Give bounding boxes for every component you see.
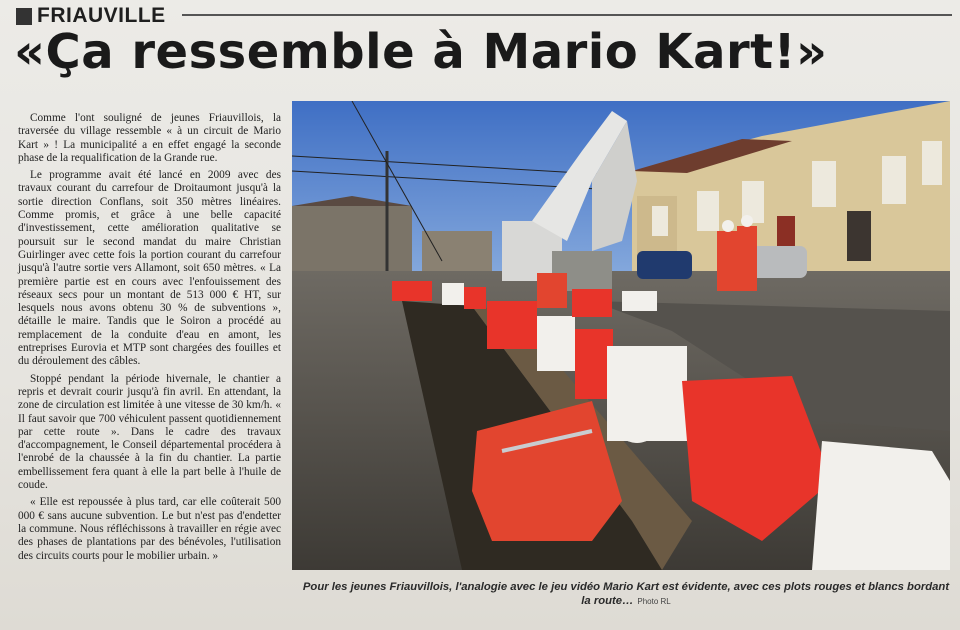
headline: «Ça ressemble à Mario Kart!» <box>14 24 828 80</box>
caption-text: Pour les jeunes Friauvillois, l'analogie avec le jeu vidéo Mario Kart est évidente, avec ces plots rouges et blancs bordant la route… <box>302 581 950 607</box>
photo-caption <box>300 580 952 609</box>
article-photo <box>292 101 950 570</box>
kicker-square-icon <box>16 8 32 25</box>
article-column <box>18 112 281 567</box>
paragraph-4: « Elle est repoussée à plus tard, car elle coûterait 500 000 € sans aucune subvention. Le but n'est pas d'endetter la commune. Nous réfléchissons à travailler en régie avec des phases de plantations par des bénévoles, l'utilisation des circuits courts pour le mobilier urbain. » <box>18 496 281 562</box>
paragraph-2: Le programme avait été lancé en 2009 avec des travaux courant du carrefour de Droitaumont jusqu'à la sortie direction Conflans, soit 350 mètres linéaires. Comme promis, et grâce à une belle capacité d'investissement, cette amélioration qualitative se poursuit sur le second mandat du maire Christian Guirlinger avec cette fois la portion courant du carrefour jusqu'à l'autre sortie vers Allamont, soit 650 mètres. « La première partie est en cours avec l'enfouissement des réseaux secs pour un montant de 513 000 € HT, sur lesquels nous avons obtenu 30 % de subventions », détaille le maire. Tandis que le Soiron a procédé au remplacement de la conduite d'eau en amont, les entreprises Eurovia et MTP sont chargées des fouilles et du déroulement des câbles. <box>18 169 281 368</box>
photo-credit: Photo RL <box>637 597 671 606</box>
section-label: FRIAUVILLE <box>37 4 166 27</box>
paragraph-3: Stoppé pendant la période hivernale, le chantier a repris et devrait courir jusqu'à fin avril. En attendant, la zone de circulation est limitée à une vitesse de 30 km/h. « Il faut savoir que 700 véhiculent passent quotidiennement par cette route ». Dans le cadre des travaux d'accompagnement, le Conseil départemental procédera à l'enrobé de la chaussée à la fin du chantier. La partie embellissement fera quant à elle la part belle à l'huile de coude. <box>18 372 281 492</box>
paragraph-1: Comme l'ont souligné de jeunes Friauvillois, la traversée du village ressemble « à un circuit de Mario Kart » ! La municipalité a en effet engagé la seconde phase de la requalification de la Grande rue. <box>18 112 281 164</box>
top-rule <box>182 14 952 16</box>
